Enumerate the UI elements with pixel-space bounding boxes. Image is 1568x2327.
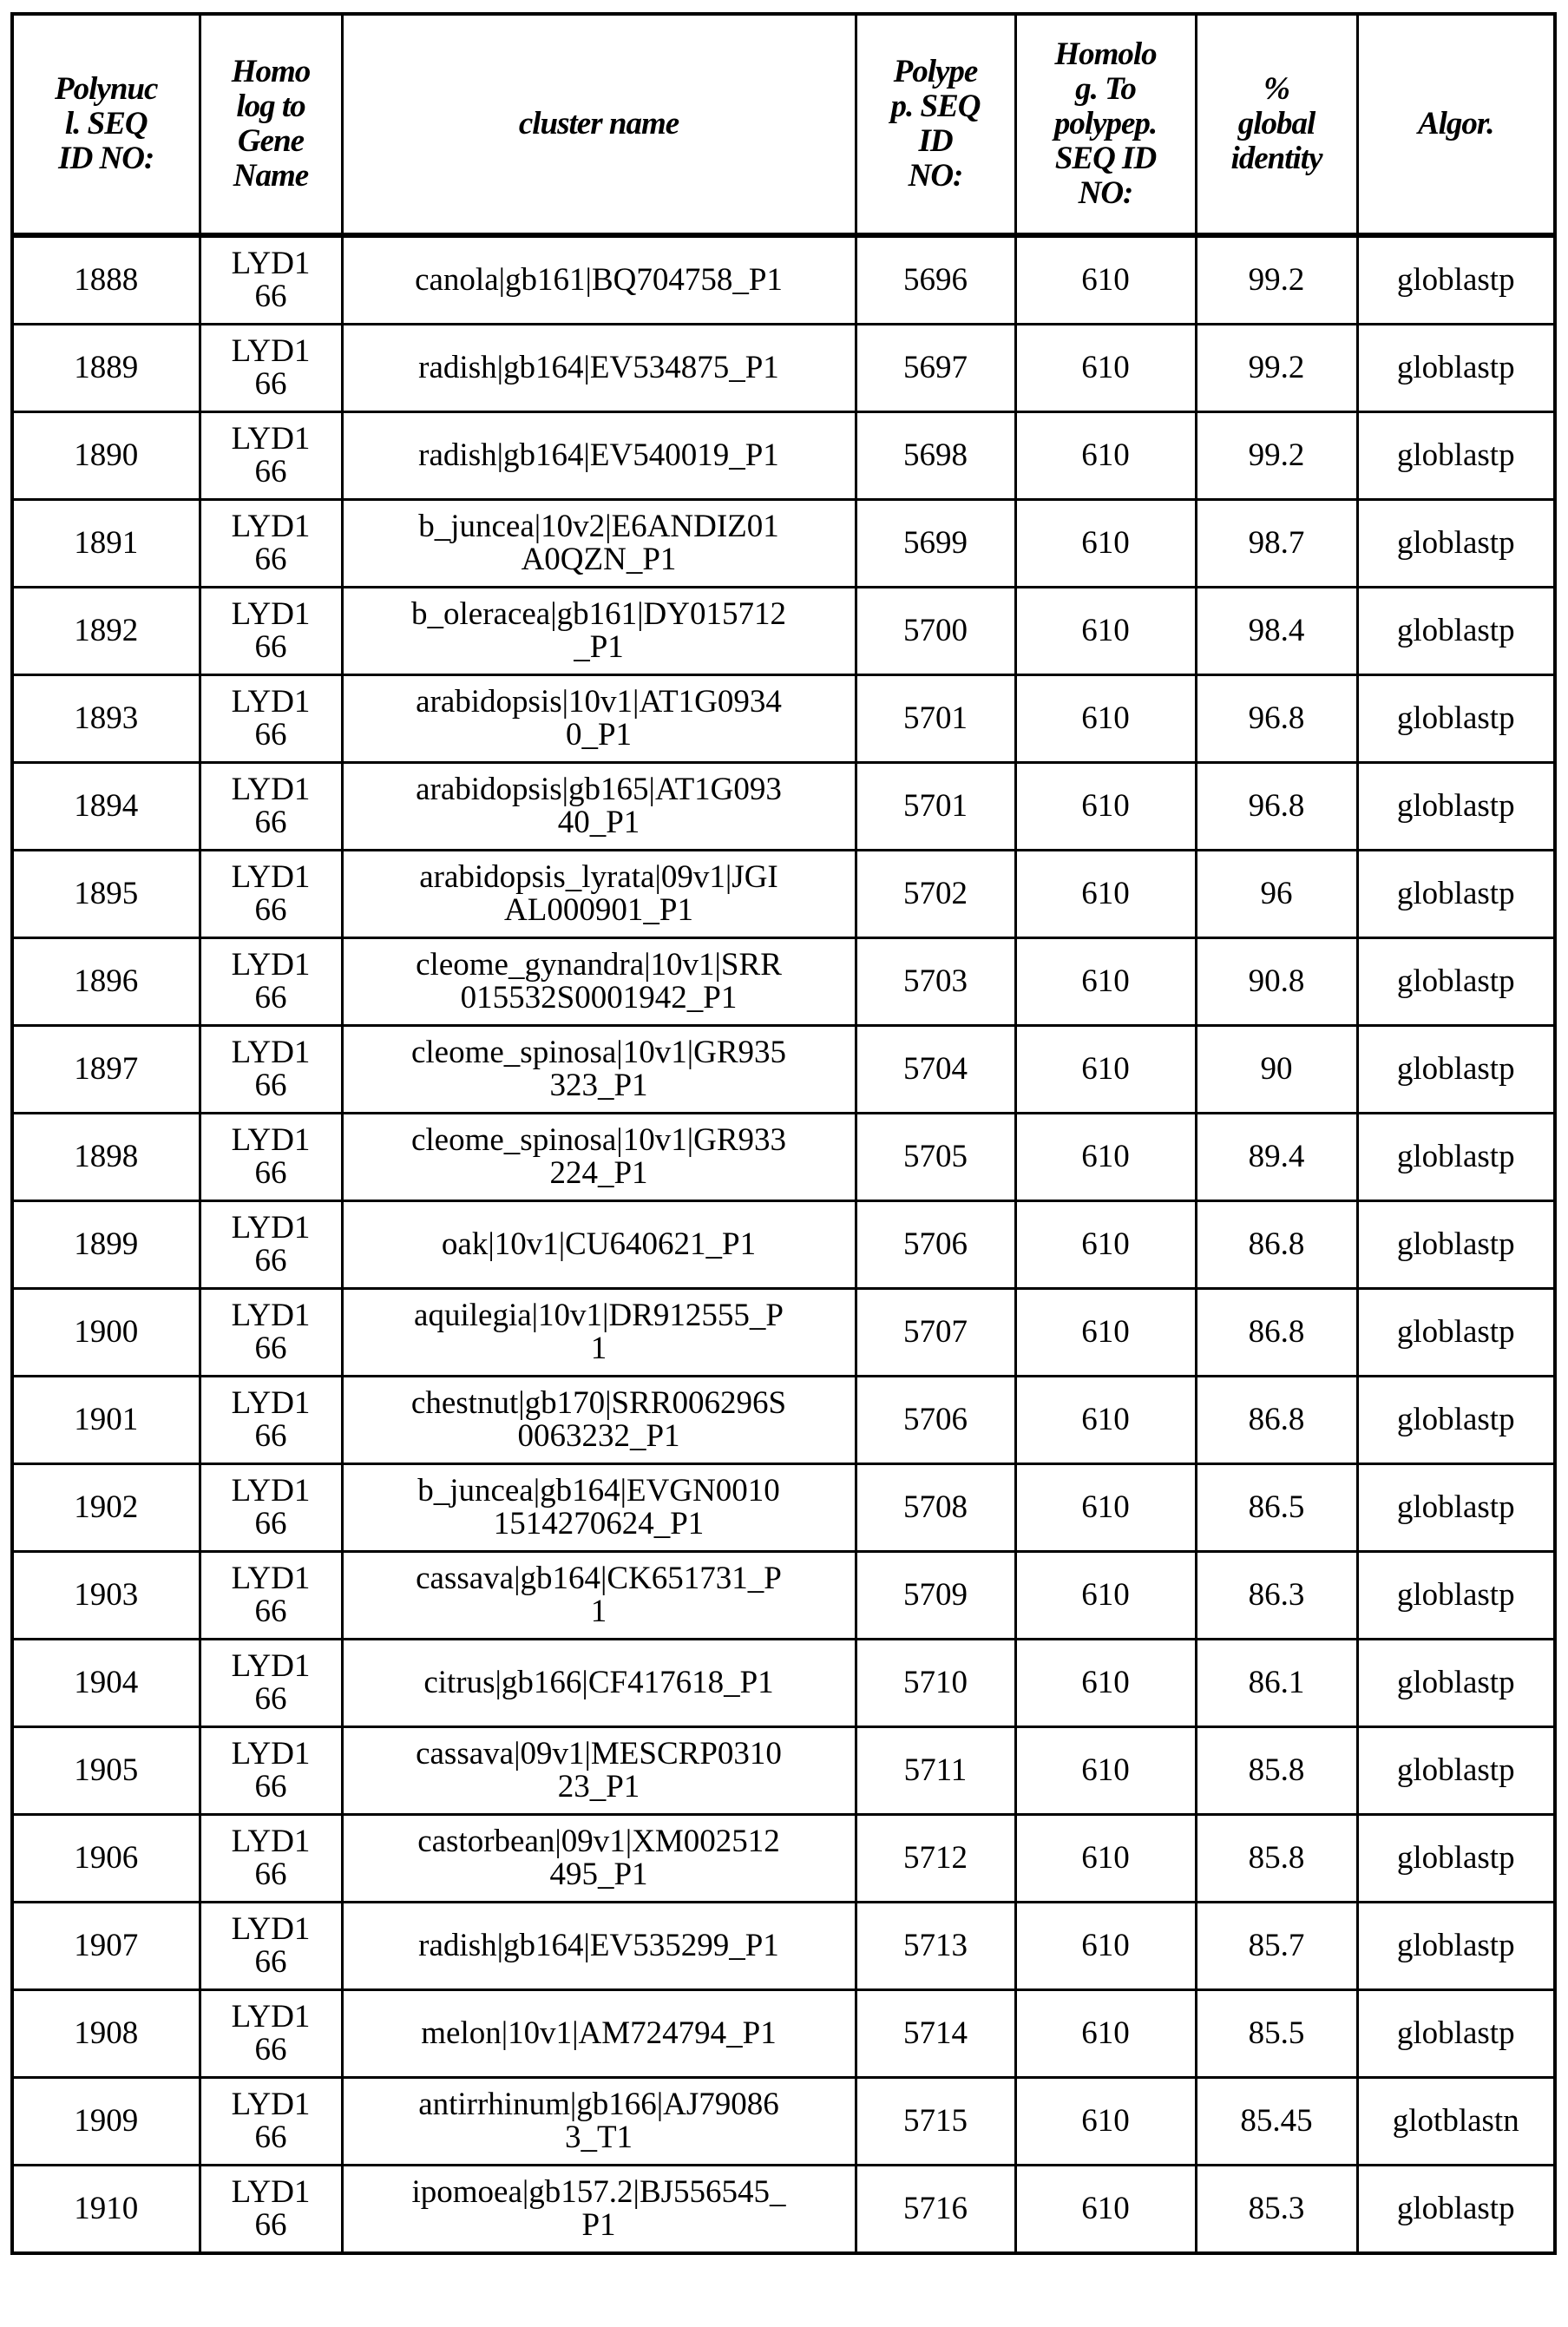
- cluster-name-cell: cleome_gynandra|10v1|SRR 015532S0001942_P1: [342, 938, 856, 1026]
- cluster-name-cell: b_juncea|10v2|E6ANDIZ01 A0QZN_P1: [342, 500, 856, 588]
- global-identity-cell: 98.7: [1196, 500, 1357, 588]
- cluster-name-header: cluster name: [342, 14, 856, 235]
- homolog-polypeptide-seq-id-cell: 610: [1015, 1552, 1196, 1640]
- global-identity-cell: 98.4: [1196, 588, 1357, 675]
- global-identity-cell: 86.5: [1196, 1464, 1357, 1552]
- homolog-polypeptide-seq-id-cell: 610: [1015, 1114, 1196, 1201]
- algorithm-cell: globlastp: [1357, 235, 1555, 325]
- algorithm-cell: globlastp: [1357, 1201, 1555, 1289]
- cluster-name-cell: castorbean|09v1|XM002512 495_P1: [342, 1815, 856, 1903]
- algorithm-cell: globlastp: [1357, 1026, 1555, 1114]
- table-row: [12, 2166, 1555, 2254]
- polynucleotide-seq-id-cell: 1904: [12, 1640, 200, 1727]
- gene-name-cell: LYD1 66: [200, 1815, 342, 1903]
- polynucleotide-seq-id-cell: 1891: [12, 500, 200, 588]
- global-identity-header: % global identity: [1196, 14, 1357, 235]
- table-row: [12, 588, 1555, 675]
- global-identity-cell: 85.45: [1196, 2078, 1357, 2166]
- homolog-polypeptide-seq-id-cell: 610: [1015, 325, 1196, 412]
- polypeptide-seq-id-cell: 5701: [856, 675, 1015, 763]
- polynucleotide-seq-id-header: Polynuc l. SEQ ID NO:: [12, 14, 200, 235]
- algorithm-cell: globlastp: [1357, 412, 1555, 500]
- polypeptide-seq-id-cell: 5698: [856, 412, 1015, 500]
- table-row: [12, 675, 1555, 763]
- homolog-polypeptide-seq-id-cell: 610: [1015, 851, 1196, 938]
- polynucleotide-seq-id-cell: 1890: [12, 412, 200, 500]
- polypeptide-seq-id-cell: 5704: [856, 1026, 1015, 1114]
- cluster-name-cell: b_juncea|gb164|EVGN0010 1514270624_P1: [342, 1464, 856, 1552]
- cluster-name-cell: arabidopsis_lyrata|09v1|JGI AL000901_P1: [342, 851, 856, 938]
- table-row: [12, 412, 1555, 500]
- algorithm-cell: globlastp: [1357, 1903, 1555, 1990]
- homolog-polypeptide-seq-id-cell: 610: [1015, 412, 1196, 500]
- gene-name-cell: LYD1 66: [200, 1552, 342, 1640]
- table-row: [12, 1201, 1555, 1289]
- algorithm-cell: glotblastn: [1357, 2078, 1555, 2166]
- polynucleotide-seq-id-cell: 1899: [12, 1201, 200, 1289]
- table-row: [12, 1727, 1555, 1815]
- global-identity-cell: 86.3: [1196, 1552, 1357, 1640]
- homolog-polypeptide-seq-id-cell: 610: [1015, 500, 1196, 588]
- algorithm-cell: globlastp: [1357, 675, 1555, 763]
- polypeptide-seq-id-cell: 5705: [856, 1114, 1015, 1201]
- polypeptide-seq-id-cell: 5712: [856, 1815, 1015, 1903]
- polynucleotide-seq-id-cell: 1908: [12, 1990, 200, 2078]
- cluster-name-cell: cleome_spinosa|10v1|GR935 323_P1: [342, 1026, 856, 1114]
- gene-name-cell: LYD1 66: [200, 2078, 342, 2166]
- gene-name-cell: LYD1 66: [200, 1727, 342, 1815]
- polynucleotide-seq-id-cell: 1905: [12, 1727, 200, 1815]
- cluster-name-cell: arabidopsis|gb165|AT1G093 40_P1: [342, 763, 856, 851]
- global-identity-cell: 89.4: [1196, 1114, 1357, 1201]
- cluster-name-cell: b_oleracea|gb161|DY015712 _P1: [342, 588, 856, 675]
- polynucleotide-seq-id-cell: 1909: [12, 2078, 200, 2166]
- table-row: [12, 851, 1555, 938]
- global-identity-cell: 86.8: [1196, 1201, 1357, 1289]
- gene-name-cell: LYD1 66: [200, 938, 342, 1026]
- global-identity-cell: 85.8: [1196, 1815, 1357, 1903]
- table-body: [12, 235, 1555, 2253]
- header-row: [12, 14, 1555, 235]
- gene-name-cell: LYD1 66: [200, 2166, 342, 2254]
- homolog-polypeptide-seq-id-cell: 610: [1015, 235, 1196, 325]
- gene-name-cell: LYD1 66: [200, 500, 342, 588]
- polypeptide-seq-id-cell: 5708: [856, 1464, 1015, 1552]
- homolog-polypeptide-seq-id-cell: 610: [1015, 1640, 1196, 1727]
- homolog-polypeptide-seq-id-cell: 610: [1015, 1903, 1196, 1990]
- polypeptide-seq-id-cell: 5711: [856, 1727, 1015, 1815]
- gene-name-cell: LYD1 66: [200, 588, 342, 675]
- polynucleotide-seq-id-cell: 1901: [12, 1377, 200, 1464]
- gene-name-cell: LYD1 66: [200, 763, 342, 851]
- polypeptide-seq-id-header: Polype p. SEQ ID NO:: [856, 14, 1015, 235]
- algorithm-cell: globlastp: [1357, 1990, 1555, 2078]
- homolog-polypeptide-seq-id-cell: 610: [1015, 1289, 1196, 1377]
- algorithm-cell: globlastp: [1357, 1114, 1555, 1201]
- gene-name-cell: LYD1 66: [200, 1903, 342, 1990]
- algorithm-cell: globlastp: [1357, 1552, 1555, 1640]
- cluster-name-cell: radish|gb164|EV540019_P1: [342, 412, 856, 500]
- algorithm-cell: globlastp: [1357, 1640, 1555, 1727]
- homolog-polypeptide-seq-id-cell: 610: [1015, 675, 1196, 763]
- global-identity-cell: 85.5: [1196, 1990, 1357, 2078]
- table-row: [12, 325, 1555, 412]
- gene-name-cell: LYD1 66: [200, 851, 342, 938]
- polypeptide-seq-id-cell: 5714: [856, 1990, 1015, 2078]
- homolog-polypeptide-seq-id-cell: 610: [1015, 938, 1196, 1026]
- algorithm-cell: globlastp: [1357, 2166, 1555, 2254]
- polypeptide-seq-id-cell: 5696: [856, 235, 1015, 325]
- polynucleotide-seq-id-cell: 1889: [12, 325, 200, 412]
- global-identity-cell: 85.7: [1196, 1903, 1357, 1990]
- gene-name-cell: LYD1 66: [200, 1201, 342, 1289]
- homolog-polypeptide-seq-id-header: Homolo g. To polypep. SEQ ID NO:: [1015, 14, 1196, 235]
- algorithm-header: Algor.: [1357, 14, 1555, 235]
- cluster-name-cell: chestnut|gb170|SRR006296S 0063232_P1: [342, 1377, 856, 1464]
- cluster-name-cell: cleome_spinosa|10v1|GR933 224_P1: [342, 1114, 856, 1201]
- polynucleotide-seq-id-cell: 1895: [12, 851, 200, 938]
- polypeptide-seq-id-cell: 5706: [856, 1201, 1015, 1289]
- polynucleotide-seq-id-cell: 1900: [12, 1289, 200, 1377]
- table-row: [12, 500, 1555, 588]
- algorithm-cell: globlastp: [1357, 851, 1555, 938]
- polynucleotide-seq-id-cell: 1906: [12, 1815, 200, 1903]
- algorithm-cell: globlastp: [1357, 1289, 1555, 1377]
- algorithm-cell: globlastp: [1357, 1727, 1555, 1815]
- table-row: [12, 1289, 1555, 1377]
- global-identity-cell: 96.8: [1196, 763, 1357, 851]
- homolog-polypeptide-seq-id-cell: 610: [1015, 1201, 1196, 1289]
- table-row: [12, 1990, 1555, 2078]
- homolog-polypeptide-seq-id-cell: 610: [1015, 2166, 1196, 2254]
- polypeptide-seq-id-cell: 5697: [856, 325, 1015, 412]
- cluster-name-cell: citrus|gb166|CF417618_P1: [342, 1640, 856, 1727]
- homolog-polypeptide-seq-id-cell: 610: [1015, 1815, 1196, 1903]
- polypeptide-seq-id-cell: 5706: [856, 1377, 1015, 1464]
- table-row: [12, 1552, 1555, 1640]
- global-identity-cell: 99.2: [1196, 412, 1357, 500]
- algorithm-cell: globlastp: [1357, 1464, 1555, 1552]
- homolog-table: [10, 12, 1557, 2255]
- polynucleotide-seq-id-cell: 1907: [12, 1903, 200, 1990]
- global-identity-cell: 99.2: [1196, 235, 1357, 325]
- polypeptide-seq-id-cell: 5700: [856, 588, 1015, 675]
- polypeptide-seq-id-cell: 5699: [856, 500, 1015, 588]
- table-row: [12, 2078, 1555, 2166]
- gene-name-cell: LYD1 66: [200, 1640, 342, 1727]
- homolog-polypeptide-seq-id-cell: 610: [1015, 2078, 1196, 2166]
- polypeptide-seq-id-cell: 5702: [856, 851, 1015, 938]
- table-row: [12, 1464, 1555, 1552]
- polypeptide-seq-id-cell: 5703: [856, 938, 1015, 1026]
- algorithm-cell: globlastp: [1357, 763, 1555, 851]
- cluster-name-cell: radish|gb164|EV535299_P1: [342, 1903, 856, 1990]
- cluster-name-cell: cassava|gb164|CK651731_P 1: [342, 1552, 856, 1640]
- polynucleotide-seq-id-cell: 1897: [12, 1026, 200, 1114]
- gene-name-cell: LYD1 66: [200, 675, 342, 763]
- global-identity-cell: 96.8: [1196, 675, 1357, 763]
- table-row: [12, 235, 1555, 325]
- table-row: [12, 763, 1555, 851]
- global-identity-cell: 85.8: [1196, 1727, 1357, 1815]
- cluster-name-cell: cassava|09v1|MESCRP0310 23_P1: [342, 1727, 856, 1815]
- algorithm-cell: globlastp: [1357, 1377, 1555, 1464]
- gene-name-cell: LYD1 66: [200, 412, 342, 500]
- global-identity-cell: 90: [1196, 1026, 1357, 1114]
- algorithm-cell: globlastp: [1357, 325, 1555, 412]
- gene-name-cell: LYD1 66: [200, 1114, 342, 1201]
- cluster-name-cell: arabidopsis|10v1|AT1G0934 0_P1: [342, 675, 856, 763]
- algorithm-cell: globlastp: [1357, 500, 1555, 588]
- algorithm-cell: globlastp: [1357, 1815, 1555, 1903]
- global-identity-cell: 90.8: [1196, 938, 1357, 1026]
- polypeptide-seq-id-cell: 5709: [856, 1552, 1015, 1640]
- gene-name-cell: LYD1 66: [200, 1464, 342, 1552]
- cluster-name-cell: oak|10v1|CU640621_P1: [342, 1201, 856, 1289]
- homolog-polypeptide-seq-id-cell: 610: [1015, 1377, 1196, 1464]
- polynucleotide-seq-id-cell: 1892: [12, 588, 200, 675]
- polynucleotide-seq-id-cell: 1902: [12, 1464, 200, 1552]
- polypeptide-seq-id-cell: 5713: [856, 1903, 1015, 1990]
- cluster-name-cell: aquilegia|10v1|DR912555_P 1: [342, 1289, 856, 1377]
- cluster-name-cell: radish|gb164|EV534875_P1: [342, 325, 856, 412]
- algorithm-cell: globlastp: [1357, 938, 1555, 1026]
- gene-name-cell: LYD1 66: [200, 235, 342, 325]
- algorithm-cell: globlastp: [1357, 588, 1555, 675]
- cluster-name-cell: ipomoea|gb157.2|BJ556545_ P1: [342, 2166, 856, 2254]
- polypeptide-seq-id-cell: 5710: [856, 1640, 1015, 1727]
- global-identity-cell: 86.8: [1196, 1289, 1357, 1377]
- table-row: [12, 1640, 1555, 1727]
- global-identity-cell: 99.2: [1196, 325, 1357, 412]
- gene-name-cell: LYD1 66: [200, 1289, 342, 1377]
- polynucleotide-seq-id-cell: 1910: [12, 2166, 200, 2254]
- polynucleotide-seq-id-cell: 1893: [12, 675, 200, 763]
- global-identity-cell: 96: [1196, 851, 1357, 938]
- gene-name-cell: LYD1 66: [200, 1026, 342, 1114]
- global-identity-cell: 86.8: [1196, 1377, 1357, 1464]
- polypeptide-seq-id-cell: 5715: [856, 2078, 1015, 2166]
- polynucleotide-seq-id-cell: 1896: [12, 938, 200, 1026]
- homolog-gene-name-header: Homo log to Gene Name: [200, 14, 342, 235]
- table-row: [12, 938, 1555, 1026]
- polynucleotide-seq-id-cell: 1888: [12, 235, 200, 325]
- gene-name-cell: LYD1 66: [200, 1990, 342, 2078]
- polypeptide-seq-id-cell: 5707: [856, 1289, 1015, 1377]
- table-row: [12, 1903, 1555, 1990]
- global-identity-cell: 85.3: [1196, 2166, 1357, 2254]
- homolog-polypeptide-seq-id-cell: 610: [1015, 1026, 1196, 1114]
- gene-name-cell: LYD1 66: [200, 325, 342, 412]
- polynucleotide-seq-id-cell: 1894: [12, 763, 200, 851]
- homolog-polypeptide-seq-id-cell: 610: [1015, 1990, 1196, 2078]
- cluster-name-cell: antirrhinum|gb166|AJ79086 3_T1: [342, 2078, 856, 2166]
- homolog-polypeptide-seq-id-cell: 610: [1015, 763, 1196, 851]
- homolog-polypeptide-seq-id-cell: 610: [1015, 588, 1196, 675]
- table-row: [12, 1815, 1555, 1903]
- polynucleotide-seq-id-cell: 1903: [12, 1552, 200, 1640]
- homolog-polypeptide-seq-id-cell: 610: [1015, 1464, 1196, 1552]
- cluster-name-cell: melon|10v1|AM724794_P1: [342, 1990, 856, 2078]
- homolog-polypeptide-seq-id-cell: 610: [1015, 1727, 1196, 1815]
- cluster-name-cell: canola|gb161|BQ704758_P1: [342, 235, 856, 325]
- table-row: [12, 1377, 1555, 1464]
- polynucleotide-seq-id-cell: 1898: [12, 1114, 200, 1201]
- polypeptide-seq-id-cell: 5701: [856, 763, 1015, 851]
- global-identity-cell: 86.1: [1196, 1640, 1357, 1727]
- table-row: [12, 1026, 1555, 1114]
- polypeptide-seq-id-cell: 5716: [856, 2166, 1015, 2254]
- gene-name-cell: LYD1 66: [200, 1377, 342, 1464]
- table-row: [12, 1114, 1555, 1201]
